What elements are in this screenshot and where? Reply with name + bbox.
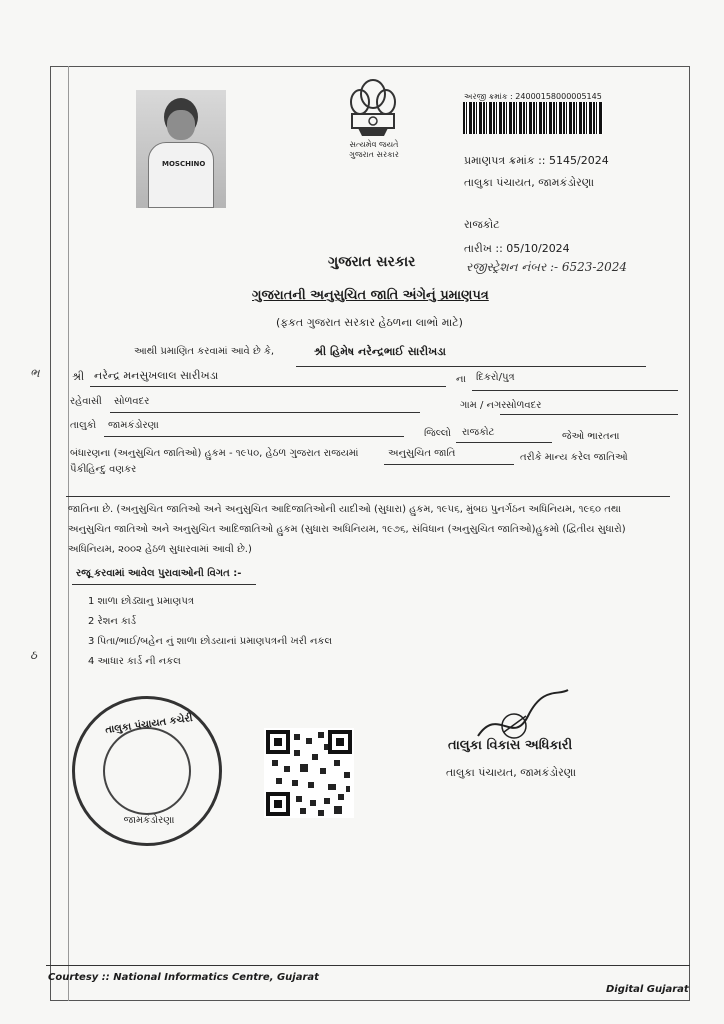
relation-underline (472, 390, 678, 391)
emblem-motto: સત્યમેવ જયતે (349, 140, 399, 149)
legal-paragraph-line-1: જાતિના છે. (અનુસુચિત જાતિઓ અને અનુસુચિત આદિજાતિઓની યાદીઓ (સુધારા) હુકમ, ૧૯૫૬, મુંબઇ પુનર્ગઠન અધિનિયમ, ૧૯૬૦ તથા (68, 504, 621, 515)
seal-top-text: તાલુકા પંચાયત કચેરી (104, 712, 194, 737)
caste-name: હિન્દુ વણકર (86, 464, 137, 475)
certify-text: આથી પ્રમાણિત કરવામાં આવે છે કે, (134, 346, 275, 357)
margin-mark-1: ભ (30, 366, 40, 380)
qr-code (264, 728, 354, 818)
village-label: ગામ / નગર (460, 400, 507, 411)
resident-value: સોળવદર (114, 396, 150, 407)
signatory-office: તાલુકા પંચાયત, જામકંડોરણા (446, 766, 577, 779)
evidence-item-4: 4 આધાર કાર્ડ ની નકલ (88, 656, 181, 667)
resident-label: રહેવાસી (70, 396, 102, 407)
header-office: તાલુકા પંચાયત, જામકંડોરણા (464, 176, 595, 189)
caste-underline (66, 496, 670, 497)
order-text: બંધારણના (અનુસુચિત જાતિઓ) હુકમ - ૧૯૫૦, હેઠળ ગુજરાત રાજયમાં (70, 448, 359, 459)
evidence-item-1: 1 શાળા છોડ્યાનુ પ્રમાણપત્ર (88, 596, 194, 607)
village-underline (500, 414, 678, 415)
tail-text: જેઓ ભારતના (562, 431, 620, 442)
relation: દિકરો/પુત્ર (476, 372, 515, 383)
emblem-caption: ગુજરાત સરકાર (349, 150, 399, 159)
caste-type: અનુસુચિત જાતિ (388, 448, 456, 459)
application-number: અરજી ક્રમાંક : 24000158000005145 (464, 92, 602, 101)
taluka-label: તાલુકો (70, 420, 97, 431)
father-name: નરેન્દ્ર મનસુખલાલ સારીખડા (94, 369, 219, 382)
evidence-underline (72, 584, 256, 585)
certificate-number: પ્રમાણપત્ર ક્રમાંક :: 5145/2024 (464, 154, 609, 167)
evidence-item-2: 2 રેશન કાર્ડ (88, 616, 137, 627)
seal-bottom-text: જામકંડોરણા (123, 815, 175, 826)
na-label: ના (456, 374, 466, 385)
village-value: સોળવદર (506, 400, 542, 411)
government-title: ગુજરાત સરકાર (328, 254, 416, 270)
footer-divider (46, 965, 690, 966)
issue-date: તારીખ :: 05/10/2024 (464, 242, 570, 255)
certificate-subtitle: (ફકત ગુજરાત સરકાર હેઠળના લાભો માટે) (276, 316, 463, 329)
district-value: રાજકોટ (462, 427, 495, 438)
shri-label: શ્રી (72, 370, 85, 383)
recognized-text: તરીકે માન્ય કરેલ જાતિઓ (520, 452, 628, 463)
name-underline (296, 366, 646, 367)
office-seal (72, 696, 222, 846)
barcode (463, 102, 603, 134)
taluka-underline (104, 436, 404, 437)
footer-digital-gujarat: Digital Gujarat (606, 984, 689, 995)
margin-mark-2: ઠ (30, 648, 37, 662)
legal-paragraph-line-2: અનુસુચિત જાતિઓ અને અનુસુચિત આદિજાતિઓ હુકમ (સુધારા અધિનિયમ, ૧૯૭૬, સંવિધાન (અનુસુચિત જાતિઓ)હુકમો (દ્વિતીય સુધારો) (68, 524, 626, 535)
resident-underline (110, 412, 420, 413)
header-place: રાજકોટ (464, 218, 500, 231)
certificate-title: ગુજરાતની અનુસુચિત જાતિ અંગેનું પ્રમાણપત્ર (252, 288, 489, 303)
father-underline (90, 386, 446, 387)
evidence-item-3: 3 પિતા/ભાઈ/બહેન નું શાળા છોડયાનાં પ્રમાણપત્રની ખરી નકલ (88, 636, 333, 647)
candidate-name: શ્રી હિમેષ નરેન્દ્રભાઈ સારીખડા (314, 345, 446, 358)
legal-paragraph-line-3: અધિનિયમ, ૨૦૦૨ હેઠળ સુધારવામાં આવી છે.) (68, 544, 252, 555)
footer-courtesy: Courtesy :: National Informatics Centre, Gujarat (48, 972, 319, 983)
applicant-photo: MOSCHINO (136, 90, 226, 208)
caste-type-underline (384, 464, 514, 465)
handwritten-registration: રજીસ્ટ્રેશન નંબર :- 6523-2024 (466, 260, 628, 274)
evidence-heading: રજૂ કરવામાં આવેલ પુરાવાઓની વિગત :- (76, 568, 242, 579)
district-underline (456, 442, 552, 443)
district-label: જિલ્લો (424, 428, 451, 439)
signatory-title: તાલુકા વિકાસ અધિકારી (448, 738, 573, 753)
taluka-value: જામકંડોરણા (108, 420, 159, 431)
caste-prefix: પૈકી (70, 464, 87, 475)
